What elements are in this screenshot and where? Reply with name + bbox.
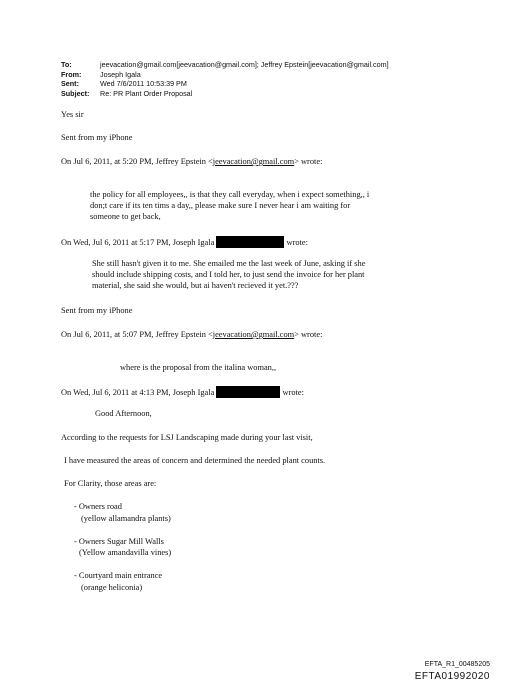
to-label: To: [61,60,72,69]
bates-number-large: EFTA01992020 [414,671,490,682]
email-link-1[interactable]: jeevacation@gmail.com [212,157,295,166]
email-header [61,60,389,98]
to-row [61,60,389,70]
quote-header-3-suffix: > wrote: [294,330,323,339]
area-title: - Owners road [74,502,122,511]
policy-line: don;t care if its ten tims a day,, please make sure I never hear i am waiting for [90,201,351,210]
redaction-box [216,386,280,398]
status-line: She still hasn't given it to me. She emailed me the last week of June, asking if she [92,259,366,268]
redaction-box [216,236,284,248]
status-paragraph [92,258,365,291]
sent-label: Sent: [61,79,79,89]
reply-text: Yes sir [61,110,84,119]
area-detail: (yellow allamandra plants) [81,514,171,523]
quote-header-1-prefix: On Jul 6, 2011, at 5:20 PM, Jeffrey Epstein < [61,157,213,166]
area-title: - Courtyard main entrance [74,571,163,580]
status-line: material, she said she would, but ai haven't recieved it yet.??? [92,281,299,290]
email-link-2[interactable]: jeevacation@gmail.com [212,330,295,339]
quote-header-3-prefix: On Jul 6, 2011, at 5:07 PM, Jeffrey Epstein < [61,330,213,339]
policy-paragraph [90,189,369,222]
requests-line: According to the requests for LSJ Landscaping made during your last visit, [61,433,313,442]
subject-value: Re: PR Plant Order Proposal [100,88,193,98]
bates-number-small: EFTA_R1_00485205 [424,661,490,668]
quote-header-1-suffix: > wrote: [294,157,323,166]
from-row [61,70,389,80]
to-value: jeevacation@gmail.com[jeevacation@gmail.com]; Jeffrey Epstein[jeevacation@gmail.com] [100,60,389,69]
quote-header-2-prefix: On Wed, Jul 6, 2011 at 5:17 PM, Joseph Igala [61,238,215,247]
measured-line: I have measured the areas of concern and determined the needed plant counts. [64,456,326,465]
area-title: - Owners Sugar Mill Walls [74,537,164,546]
quote-header-4-suffix: wrote: [282,388,304,397]
area-detail: (orange heliconia) [81,583,143,592]
sent-value: Wed 7/6/2011 10:53:39 PM [100,79,187,89]
status-line: should include shipping costs, and I told her, to just send the invoice for her plant [92,270,365,279]
from-value: Joseph Igala [100,69,141,79]
subject-row [61,89,389,99]
proposal-question: where is the proposal from the italina woman,, [120,363,277,372]
area-detail: (Yellow amandavilla vines) [79,548,172,557]
quote-header-2-suffix: wrote: [286,238,308,247]
quote-header-2 [61,236,308,248]
sent-row [61,79,389,89]
quote-header-4 [61,386,304,398]
sent-from-iphone-1: Sent from my iPhone [61,133,133,142]
quote-header-3 [61,329,322,340]
greeting: Good Afternoon, [95,409,152,418]
quote-header-1 [61,156,322,167]
subject-label: Subject: [61,88,90,98]
policy-line: someone to get back, [90,212,161,221]
policy-line: the policy for all employees,, is that they call everyday, when i expect something,, i [90,190,370,199]
quote-header-4-prefix: On Wed, Jul 6, 2011 at 4:13 PM, Joseph Igala [61,388,215,397]
clarity-line: For Clarity, those areas are: [64,479,157,488]
from-label: From: [61,69,82,79]
sent-from-iphone-2: Sent from my iPhone [61,306,133,315]
